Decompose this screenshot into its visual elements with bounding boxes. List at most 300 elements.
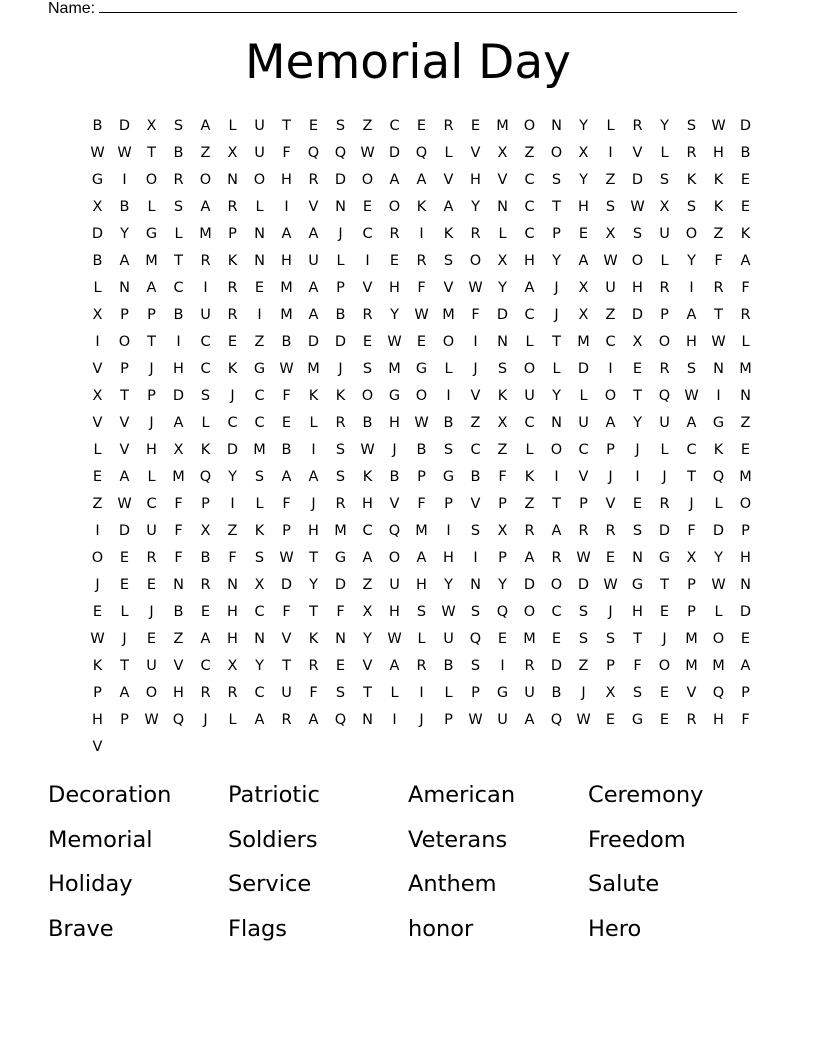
grid-letter: O [118, 333, 131, 350]
grid-letter: W [360, 441, 375, 458]
grid-letter: D [118, 117, 131, 134]
grid-letter: Y [444, 576, 453, 593]
grid-letter: P [471, 684, 480, 701]
grid-letter: E [470, 117, 481, 134]
grid-letter: I [203, 279, 208, 296]
grid-letter: O [523, 117, 536, 134]
grid-letter: M [172, 468, 185, 485]
grid-letter: N [335, 630, 346, 647]
grid-letter: E [281, 414, 292, 431]
grid-letter: H [389, 603, 400, 620]
grid-letter: P [120, 711, 129, 728]
grid-letter: P [687, 603, 696, 620]
grid-letter: J [122, 630, 127, 647]
grid-letter: S [686, 117, 697, 134]
grid-letter: D [577, 360, 590, 377]
grid-letter: M [577, 333, 590, 350]
grid-letter: E [551, 630, 562, 647]
grid-letter: E [146, 576, 157, 593]
grid-letter: D [739, 117, 752, 134]
grid-letter: R [200, 252, 211, 269]
grid-letter: M [442, 306, 455, 323]
grid-letter: R [227, 684, 238, 701]
grid-letter: M [334, 522, 347, 539]
grid-letter: Z [524, 495, 535, 512]
grid-letter: V [308, 198, 319, 215]
grid-letter: S [632, 684, 643, 701]
grid-letter: C [146, 495, 157, 512]
grid-letter: E [362, 198, 373, 215]
grid-letter: F [687, 522, 696, 539]
grid-letter: R [686, 144, 697, 161]
grid-letter: P [444, 495, 453, 512]
grid-letter: J [689, 495, 694, 512]
grid-letter: X [254, 576, 265, 593]
grid-letter: Y [363, 630, 372, 647]
grid-letter: V [173, 657, 184, 674]
grid-letter: P [606, 441, 615, 458]
grid-letter: O [415, 387, 428, 404]
grid-letter: L [201, 414, 210, 431]
grid-letter: R [470, 225, 481, 242]
grid-letter: P [201, 495, 210, 512]
grid-letter: I [392, 711, 397, 728]
grid-letter: P [498, 495, 507, 512]
grid-letter: D [712, 522, 725, 539]
grid-letter: Y [471, 198, 480, 215]
grid-letter: P [228, 225, 237, 242]
grid-letter: R [173, 171, 184, 188]
grid-letter: J [149, 360, 154, 377]
grid-letter: P [552, 225, 561, 242]
grid-letter: W [711, 576, 726, 593]
grid-letter: I [95, 522, 100, 539]
grid-letter: H [281, 252, 292, 269]
grid-letter: F [741, 711, 750, 728]
grid-letter: S [470, 522, 481, 539]
grid-letter: H [713, 711, 724, 728]
grid-letter: S [173, 117, 184, 134]
grid-letter: D [496, 306, 509, 323]
grid-letter: V [281, 630, 292, 647]
grid-letter: T [309, 603, 318, 620]
grid-letter: I [716, 387, 721, 404]
grid-letter: E [416, 117, 427, 134]
grid-letter: L [309, 414, 318, 431]
grid-letter: H [578, 198, 589, 215]
grid-letter: S [362, 360, 373, 377]
grid-letter: Z [497, 441, 508, 458]
grid-letter: R [686, 711, 697, 728]
grid-letter: N [740, 387, 751, 404]
grid-letter: J [149, 603, 154, 620]
grid-letter: C [200, 333, 211, 350]
grid-letter: H [281, 171, 292, 188]
grid-letter: H [146, 441, 157, 458]
puzzle-title: Memorial Day [245, 35, 571, 90]
grid-letter: J [554, 306, 559, 323]
grid-letter: U [659, 225, 670, 242]
grid-letter: M [685, 630, 698, 647]
grid-letter: T [633, 630, 642, 647]
grid-letter: P [741, 684, 750, 701]
grid-letter: A [200, 198, 211, 215]
grid-letter: C [173, 279, 184, 296]
grid-letter: S [335, 468, 346, 485]
grid-letter: H [686, 333, 697, 350]
grid-letter: U [146, 657, 157, 674]
grid-letter: E [389, 252, 400, 269]
grid-letter: E [605, 549, 616, 566]
grid-letter: O [91, 549, 104, 566]
grid-letter: K [713, 441, 724, 458]
grid-letter: A [389, 657, 400, 674]
grid-letter: J [662, 468, 667, 485]
grid-letter: L [174, 225, 183, 242]
grid-letter: C [578, 441, 589, 458]
grid-letter: T [147, 144, 156, 161]
grid-letter: B [335, 306, 346, 323]
grid-letter: Y [714, 549, 723, 566]
grid-letter: T [120, 387, 129, 404]
grid-letter: V [443, 171, 454, 188]
grid-letter: W [414, 414, 429, 431]
name-blank-underline [99, 0, 737, 13]
grid-letter: E [92, 603, 103, 620]
grid-letter: Q [712, 684, 725, 701]
grid-letter: K [227, 360, 238, 377]
grid-letter: C [254, 684, 265, 701]
grid-letter: L [417, 630, 426, 647]
grid-letter: Z [713, 225, 724, 242]
grid-letter: U [524, 387, 535, 404]
grid-letter: X [578, 279, 589, 296]
grid-letter: X [173, 441, 184, 458]
grid-letter: I [284, 198, 289, 215]
grid-letter: U [308, 252, 319, 269]
grid-letter: E [335, 657, 346, 674]
grid-letter: V [92, 414, 103, 431]
grid-letter: I [473, 333, 478, 350]
grid-letter: D [226, 441, 239, 458]
grid-letter: D [523, 576, 536, 593]
grid-letter: C [254, 387, 265, 404]
grid-letter: N [497, 333, 508, 350]
name-field-line [48, 0, 737, 19]
grid-letter: J [230, 387, 235, 404]
grid-letter: J [392, 441, 397, 458]
grid-letter: T [660, 576, 669, 593]
grid-letter: R [632, 117, 643, 134]
grid-letter: X [200, 522, 211, 539]
grid-letter: L [525, 441, 534, 458]
grid-letter: W [144, 711, 159, 728]
grid-letter: T [174, 252, 183, 269]
grid-letter: G [631, 576, 644, 593]
grid-letter: R [416, 657, 427, 674]
grid-letter: W [468, 279, 483, 296]
grid-letter: R [659, 495, 670, 512]
grid-letter: G [334, 549, 347, 566]
grid-letter: X [92, 387, 103, 404]
grid-letter: E [632, 360, 643, 377]
word-bank-item: Holiday [48, 871, 133, 897]
grid-letter: P [687, 576, 696, 593]
grid-letter: G [631, 711, 644, 728]
grid-letter: F [174, 495, 183, 512]
grid-letter: W [684, 387, 699, 404]
grid-letter: J [608, 468, 613, 485]
grid-letter: R [524, 522, 535, 539]
grid-letter: P [660, 306, 669, 323]
grid-letter: X [659, 198, 670, 215]
grid-letter: Y [498, 279, 507, 296]
grid-letter: C [524, 171, 535, 188]
grid-letter: C [254, 414, 265, 431]
grid-letter: P [579, 495, 588, 512]
grid-letter: O [361, 387, 374, 404]
grid-letter: R [335, 414, 346, 431]
grid-letter: F [174, 522, 183, 539]
grid-letter: E [119, 549, 130, 566]
grid-letter: H [632, 603, 643, 620]
grid-letter: G [712, 414, 725, 431]
grid-letter: N [119, 279, 130, 296]
grid-letter: M [685, 657, 698, 674]
grid-letter: K [524, 468, 535, 485]
grid-letter: X [497, 414, 508, 431]
grid-letter: L [147, 468, 156, 485]
grid-letter: X [227, 144, 238, 161]
grid-letter: G [496, 684, 509, 701]
grid-letter: C [470, 441, 481, 458]
grid-letter: T [363, 684, 372, 701]
grid-letter: F [282, 495, 291, 512]
grid-letter: I [176, 333, 181, 350]
grid-letter: Y [687, 252, 696, 269]
grid-letter: M [415, 522, 428, 539]
grid-letter: V [443, 279, 454, 296]
grid-letter: N [254, 252, 265, 269]
grid-letter: Z [524, 144, 535, 161]
grid-letter: M [280, 279, 293, 296]
grid-letter: X [578, 144, 589, 161]
grid-letter: R [551, 549, 562, 566]
grid-letter: G [442, 468, 455, 485]
grid-letter: X [497, 252, 508, 269]
grid-letter: N [254, 225, 265, 242]
grid-letter: L [336, 252, 345, 269]
grid-letter: S [605, 198, 616, 215]
grid-letter: H [740, 549, 751, 566]
grid-letter: F [498, 468, 507, 485]
grid-letter: Q [334, 144, 347, 161]
grid-letter: F [471, 306, 480, 323]
grid-letter: X [605, 225, 616, 242]
word-bank-item: Freedom [588, 826, 686, 853]
grid-letter: K [92, 657, 103, 674]
grid-letter: R [713, 279, 724, 296]
grid-letter: E [605, 711, 616, 728]
grid-letter: W [387, 333, 402, 350]
grid-letter: E [308, 117, 319, 134]
grid-letter: U [497, 711, 508, 728]
grid-letter: J [554, 279, 559, 296]
grid-letter: Y [390, 306, 399, 323]
grid-letter: O [658, 657, 671, 674]
grid-letter: B [551, 684, 562, 701]
grid-letter: T [120, 657, 129, 674]
grid-letter: M [712, 657, 725, 674]
grid-letter: S [254, 549, 265, 566]
grid-letter: D [739, 603, 752, 620]
grid-letter: I [230, 495, 235, 512]
grid-letter: K [335, 387, 346, 404]
grid-letter: S [443, 252, 454, 269]
grid-letter: S [686, 360, 697, 377]
grid-letter: V [470, 387, 481, 404]
grid-letter: R [281, 711, 292, 728]
word-bank-item: Soldiers [228, 826, 318, 853]
grid-letter: M [739, 468, 752, 485]
grid-letter: K [227, 252, 238, 269]
grid-letter: I [419, 684, 424, 701]
grid-letter: A [605, 414, 616, 431]
grid-letter: U [659, 414, 670, 431]
grid-letter: F [228, 549, 237, 566]
grid-letter: W [576, 549, 591, 566]
grid-letter: O [523, 360, 536, 377]
grid-letter: I [554, 468, 559, 485]
word-bank-item: American [408, 782, 516, 808]
grid-letter: Y [660, 117, 669, 134]
grid-letter: N [497, 198, 508, 215]
grid-letter: A [308, 279, 319, 296]
grid-letter: P [93, 684, 102, 701]
grid-letter: O [361, 171, 374, 188]
grid-letter: A [740, 252, 751, 269]
grid-letter: O [550, 441, 563, 458]
grid-letter: A [119, 468, 130, 485]
grid-letter: M [253, 441, 266, 458]
grid-letter: V [578, 468, 589, 485]
grid-letter: W [279, 549, 294, 566]
word-bank-item: Brave [48, 915, 114, 942]
grid-letter: K [200, 441, 211, 458]
grid-letter: H [227, 630, 238, 647]
word-bank-item: Salute [588, 871, 660, 897]
grid-letter: O [442, 333, 455, 350]
grid-letter: U [254, 144, 265, 161]
grid-letter: S [443, 441, 454, 458]
grid-letter: X [605, 684, 616, 701]
grid-letter: R [200, 684, 211, 701]
grid-letter: V [497, 171, 508, 188]
grid-letter: H [362, 495, 373, 512]
grid-letter: H [416, 576, 427, 593]
grid-letter: S [578, 630, 589, 647]
grid-letter: A [308, 306, 319, 323]
grid-letter: E [740, 171, 751, 188]
grid-letter: V [92, 738, 103, 755]
grid-letter: H [308, 522, 319, 539]
grid-letter: D [307, 333, 320, 350]
grid-letter: N [227, 171, 238, 188]
word-bank [48, 773, 768, 951]
grid-letter: O [199, 171, 212, 188]
grid-letter: V [362, 279, 373, 296]
grid-letter: P [120, 306, 129, 323]
grid-letter: B [281, 441, 292, 458]
grid-letter: P [606, 657, 615, 674]
grid-letter: A [281, 225, 292, 242]
grid-letter: P [444, 711, 453, 728]
grid-letter: E [659, 603, 670, 620]
grid-letter: T [552, 495, 561, 512]
grid-letter: M [307, 360, 320, 377]
grid-letter: B [173, 603, 184, 620]
grid-letter: P [147, 387, 156, 404]
grid-letter: J [203, 711, 208, 728]
grid-letter: A [578, 252, 589, 269]
grid-letter: J [338, 360, 343, 377]
word-bank-item: Veterans [408, 826, 508, 853]
grid-letter: N [470, 576, 481, 593]
grid-letter: T [147, 333, 156, 350]
grid-letter: Y [552, 387, 561, 404]
grid-letter: U [146, 522, 157, 539]
grid-letter: J [149, 414, 154, 431]
grid-letter: I [257, 306, 262, 323]
grid-letter: C [362, 225, 373, 242]
grid-letter: H [524, 252, 535, 269]
grid-letter: I [95, 333, 100, 350]
grid-letter: R [740, 306, 751, 323]
grid-letter: W [360, 144, 375, 161]
grid-letter: W [576, 711, 591, 728]
grid-letter: N [551, 117, 562, 134]
word-bank-item: Hero [588, 915, 642, 942]
grid-letter: S [335, 684, 346, 701]
grid-letter: E [362, 333, 373, 350]
grid-letter: K [362, 468, 373, 485]
grid-letter: W [711, 117, 726, 134]
grid-letter: L [714, 603, 723, 620]
grid-letter: S [632, 225, 643, 242]
grid-letter: Q [307, 144, 320, 161]
grid-letter: E [200, 603, 211, 620]
grid-letter: A [308, 225, 319, 242]
grid-letter: O [469, 252, 482, 269]
grid-letter: D [631, 306, 644, 323]
grid-letter: E [119, 576, 130, 593]
grid-letter: H [632, 279, 643, 296]
grid-letter: L [579, 387, 588, 404]
grid-letter: E [659, 711, 670, 728]
grid-letter: R [659, 279, 670, 296]
grid-letter: T [282, 117, 291, 134]
grid-letter: Z [362, 576, 373, 593]
grid-letter: F [309, 684, 318, 701]
grid-letter: L [606, 117, 615, 134]
grid-letter: H [389, 279, 400, 296]
grid-letter: Z [578, 657, 589, 674]
grid-letter: F [282, 603, 291, 620]
grid-letter: X [497, 522, 508, 539]
grid-letter: N [173, 576, 184, 593]
grid-letter: A [362, 549, 373, 566]
grid-letter: C [524, 414, 535, 431]
